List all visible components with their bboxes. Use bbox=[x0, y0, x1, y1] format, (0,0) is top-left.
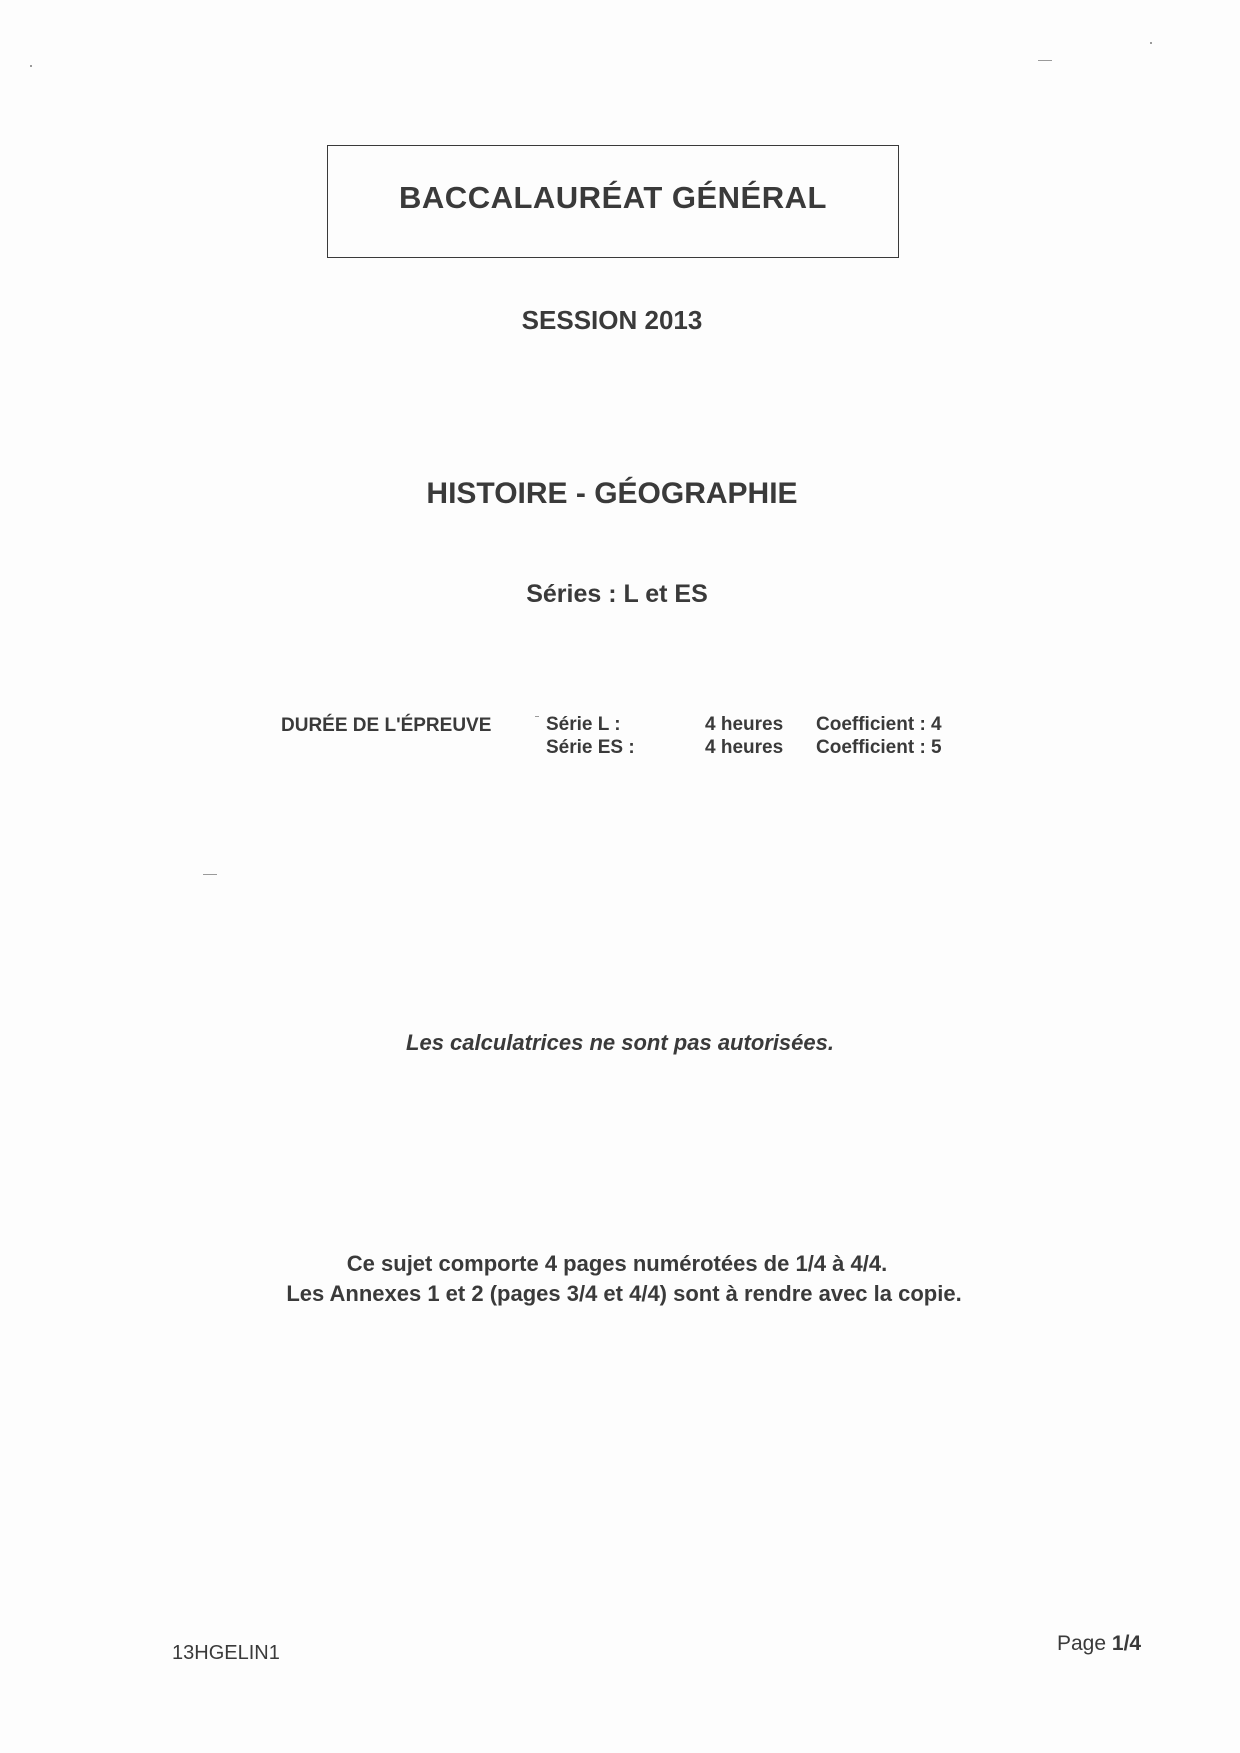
duration-hours: 4 heures bbox=[705, 737, 784, 758]
duration-row bbox=[0, 737, 1240, 761]
duration-serie: Série ES : bbox=[546, 737, 635, 758]
series-line: Séries : L et ES bbox=[526, 580, 708, 608]
page-number bbox=[1057, 1632, 1141, 1656]
duration-coefficient: Coefficient : 5 bbox=[816, 737, 942, 758]
exam-title: BACCALAURÉAT GÉNÉRAL bbox=[399, 179, 827, 215]
page-number-prefix: Page bbox=[1057, 1632, 1112, 1655]
title-box bbox=[327, 145, 899, 258]
duration-row bbox=[0, 714, 1240, 738]
session-year: SESSION 2013 bbox=[521, 305, 703, 335]
pages-info-line: Ce sujet comporte 4 pages numérotées de 1/4 à 4/4. bbox=[346, 1251, 888, 1276]
calculator-notice: Les calculatrices ne sont pas autorisées. bbox=[406, 1030, 834, 1055]
scan-speck bbox=[203, 874, 217, 875]
subject-title: HISTOIRE - GÉOGRAPHIE bbox=[426, 477, 798, 510]
duration-label: DURÉE DE L'ÉPREUVE bbox=[281, 715, 492, 736]
scan-speck bbox=[1150, 42, 1152, 44]
annexes-info-line: Les Annexes 1 et 2 (pages 3/4 et 4/4) sont à rendre avec la copie. bbox=[286, 1281, 962, 1306]
page-number-value: 1/4 bbox=[1111, 1632, 1142, 1655]
scan-speck bbox=[30, 65, 32, 67]
duration-coefficient: Coefficient : 4 bbox=[816, 714, 942, 735]
subject-code: 13HGELIN1 bbox=[172, 1642, 280, 1664]
duration-serie: Série L : bbox=[546, 714, 621, 735]
scan-speck bbox=[535, 716, 539, 717]
duration-hours: 4 heures bbox=[705, 714, 784, 735]
scan-speck bbox=[1038, 60, 1052, 61]
